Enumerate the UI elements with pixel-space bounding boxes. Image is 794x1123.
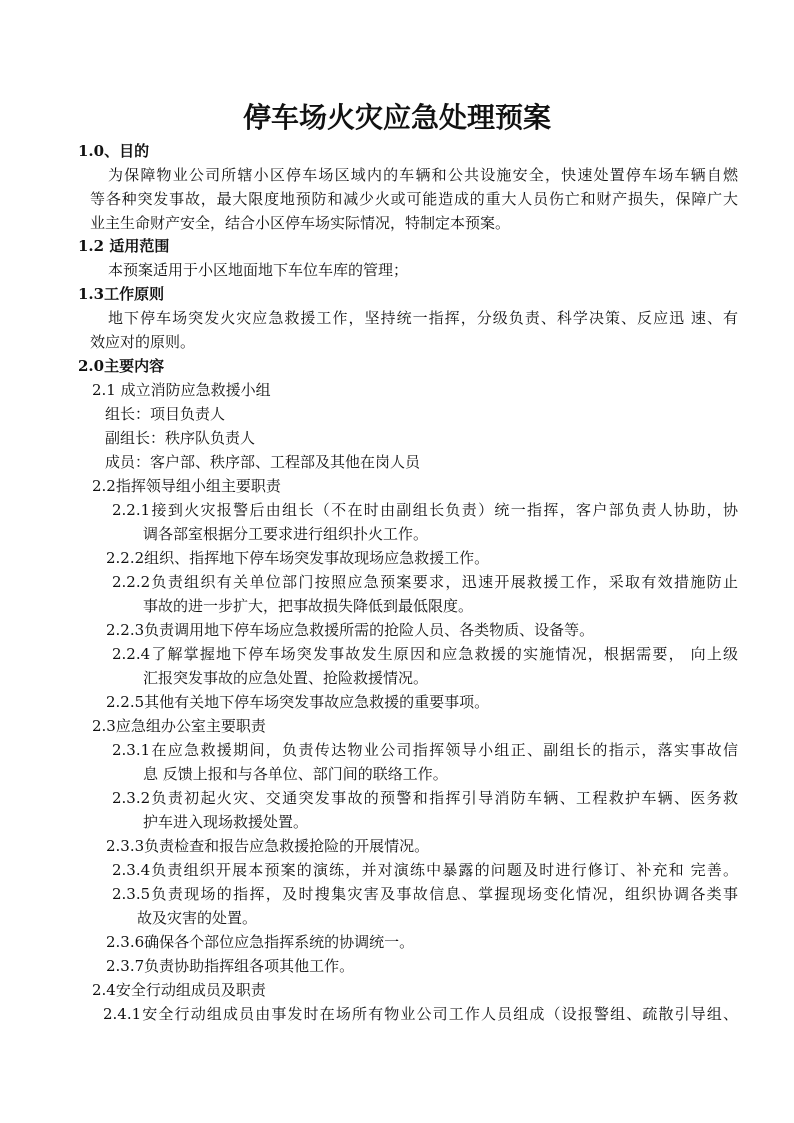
subsection-heading: 2.4安全行动组成员及职责 (92, 981, 266, 999)
section-heading: 1.2 适用范围 (78, 237, 170, 255)
page-title: 停车场火灾应急处理预案 (242, 101, 551, 134)
list-item-continuation: 故及灾害的处置。 (137, 909, 258, 927)
paragraph-line: 效应对的原则。 (90, 333, 196, 351)
list-item: 组长：项目负责人 (105, 405, 226, 423)
list-item: 2.2.5其他有关地下停车场突发事故应急救援的重要事项。 (106, 693, 490, 711)
paragraph-line: 地下停车场突发火灾应急救援工作，坚持统一指挥，分级负责、科学决策、反应迅 速、有 (108, 309, 738, 327)
subsection-heading: 2.1 成立消防应急救援小组 (92, 381, 271, 399)
list-item: 2.2.4了解掌握地下停车场突发事故发生原因和应急救援的实施情况，根据需要， 向上级 (112, 645, 738, 663)
list-item: 2.2.1接到火灾报警后由组长（不在时由副组长负责）统一指挥，客户部负责人协助，协 (112, 501, 738, 519)
list-item: 2.2.2负责组织有关单位部门按照应急预案要求，迅速开展救援工作，采取有效措施防止 (112, 573, 738, 591)
paragraph-line: 为保障物业公司所辖小区停车场区域内的车辆和公共设施安全，快速处置停车场车辆自燃 (108, 166, 738, 184)
list-item: 2.2.2组织、指挥地下停车场突发事故现场应急救援工作。 (106, 549, 490, 567)
subsection-heading: 2.3应急组办公室主要职责 (92, 717, 266, 735)
list-item: 2.2.3负责调用地下停车场应急救援所需的抢险人员、各类物质、设备等。 (106, 621, 595, 639)
list-item: 2.3.4负责组织开展本预案的演练，并对演练中暴露的问题及时进行修订、补充和 完善。 (112, 861, 738, 879)
list-item: 2.3.2负责初起火灾、交通突发事故的预警和指挥引导消防车辆、工程救护车辆、医务救 (112, 789, 738, 807)
list-item: 副组长：秩序队负责人 (105, 429, 256, 447)
list-item-continuation: 调各部室根据分工要求进行组织扑火工作。 (143, 525, 429, 543)
section-heading: 2.0主要内容 (78, 357, 165, 375)
paragraph-line: 业主生命财产安全，结合小区停车场实际情况，特制定本预案。 (90, 214, 511, 232)
list-item: 成员：客户部、秩序部、工程部及其他在岗人员 (105, 453, 421, 471)
section-heading: 1.3工作原则 (78, 285, 165, 303)
list-item: 2.3.3负责检查和报告应急救援抢险的开展情况。 (106, 837, 430, 855)
subsection-heading: 2.2指挥领导组小组主要职责 (92, 477, 281, 495)
list-item: 2.3.6确保各个部位应急指挥系统的协调统一。 (106, 933, 415, 951)
section-heading: 1.0、目的 (78, 142, 150, 160)
list-item-continuation: 事故的进一步扩大，把事故损失降低到最低限度。 (143, 597, 474, 615)
list-item: 2.3.7负责协助指挥组各项其他工作。 (106, 957, 355, 975)
list-item-continuation: 息 反馈上报和与各单位、部门间的联络工作。 (143, 765, 448, 783)
list-item-continuation: 护车进入现场救援处置。 (143, 813, 309, 831)
list-item-continuation: 汇报突发事故的应急处置、抢险救援情况。 (143, 669, 429, 687)
paragraph-line: 等各种突发事故，最大限度地预防和减少火或可能造成的重大人员伤亡和财产损失，保障广大 (90, 190, 738, 208)
paragraph-line: 本预案适用于小区地面地下车位车库的管理； (108, 261, 409, 279)
list-item: 2.3.5负责现场的指挥，及时搜集灾害及事故信息、掌握现场变化情况，组织协调各类事 (112, 885, 738, 903)
list-item: 2.4.1安全行动组成员由事发时在场所有物业公司工作人员组成（设报警组、疏散引导组、 (103, 1005, 738, 1023)
list-item: 2.3.1在应急救援期间，负责传达物业公司指挥领导小组正、副组长的指示，落实事故信 (112, 741, 738, 759)
